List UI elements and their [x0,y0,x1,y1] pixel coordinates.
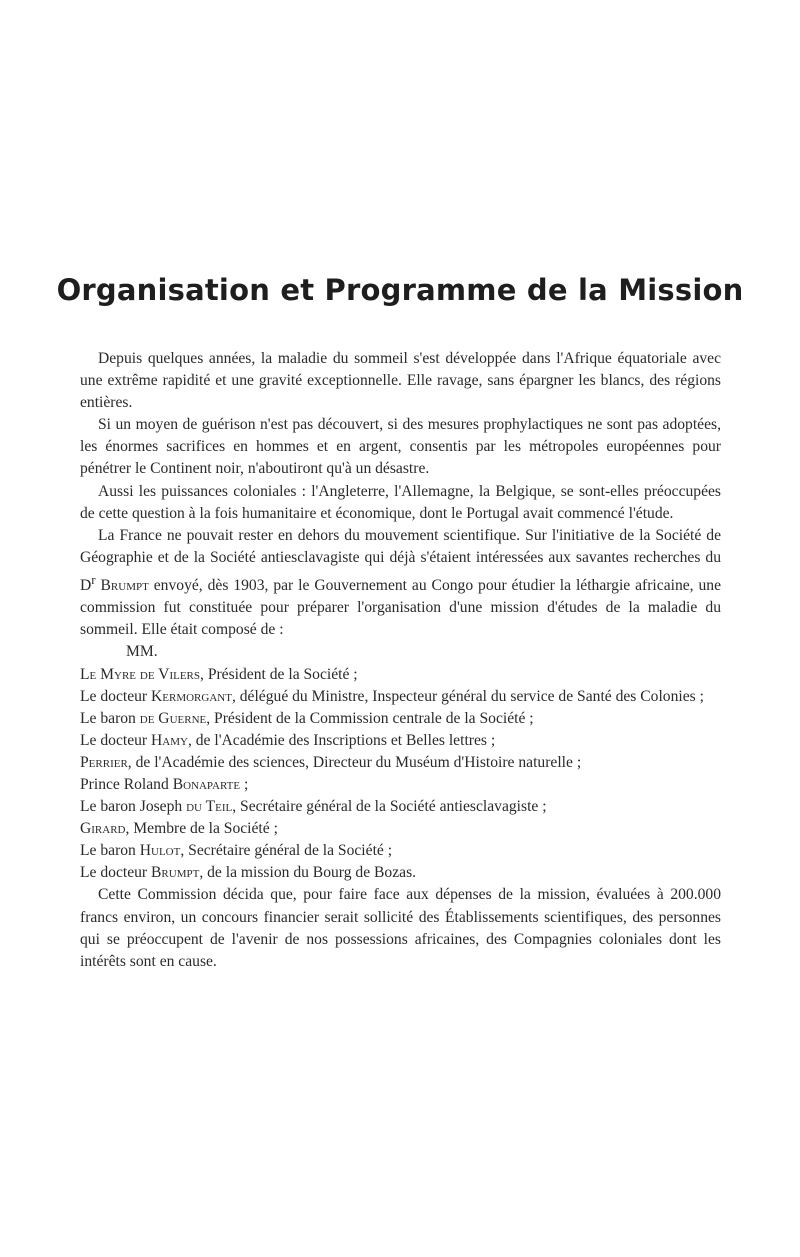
members-heading: MM. [126,643,158,661]
member-role: , délégué du Ministre, Inspecteur général du service de Santé des Colonies ; [231,687,704,705]
members-list [80,664,721,885]
member-prefix: Prince Roland [80,775,173,793]
member-item [80,708,721,730]
member-role: , Secrétaire général de la Société ; [180,842,393,860]
member-name: de Guerne [139,709,207,727]
member-item [80,840,721,862]
member-name: Hulot [139,842,181,860]
member-role: , Président de la Commission centrale de la Société ; [206,709,534,727]
member-prefix: Le baron Joseph [80,798,187,816]
doctor-abbrev-sup: r [91,571,96,587]
member-prefix: Le docteur [80,687,152,705]
member-prefix: Le docteur [80,864,152,882]
member-prefix: Le baron [80,842,140,860]
member-item [80,730,721,752]
member-name: Bonaparte [172,775,241,793]
member-name: Brumpt [151,864,200,882]
paragraph-1: Depuis quelques années, la maladie du sommeil s'est développée dans l'Afrique équatoriale avec une extrême rapidité et une gravité exceptionnelle. Elle ravage, sans épargner les blancs, des régions entières. [80,350,721,412]
paragraph-2: Si un moyen de guérison n'est pas découvert, si des mesures prophylactiques ne sont pas adoptées, les énormes sacrifices en hommes et en argent, consentis par les métropoles européennes pour pénétrer le Continent noir, n'aboutiront qu'à un désastre. [80,416,721,478]
member-item [80,818,721,840]
member-item [80,686,721,708]
member-role: ; [240,775,249,793]
member-item [80,752,721,774]
member-role: , Président de la Société ; [200,665,358,683]
person-name: Brumpt [100,577,149,595]
member-role: , Secrétaire général de la Société antiesclavagiste ; [232,798,547,816]
paragraph-4-text: La France ne pouvait rester en dehors du mouvement scientifique. Sur l'initiative de la Société de Géographie et de la Société antiesclavagiste qui déjà s'étaient intéressées aux savantes recherches du D [80,526,721,595]
paragraph-4 [80,525,721,642]
member-role: , de l'Académie des sciences, Directeur du Muséum d'Histoire naturelle ; [127,753,582,771]
member-role: , Membre de la Société ; [125,820,278,838]
page-title: Organisation et Programme de la Mission [56,273,744,307]
member-name: Kermorgant [151,687,232,705]
member-item [80,796,721,818]
member-name: Hamy [151,731,188,749]
member-prefix: Le baron [80,709,140,727]
member-item [80,664,721,686]
member-name: du Teil [186,798,233,816]
member-name: Le Myre de Vilers [80,665,201,683]
document-body [80,348,721,973]
member-name: Perrier [80,753,128,771]
member-item [80,862,721,884]
member-item [80,774,721,796]
closing-paragraph: Cette Commission décida que, pour faire face aux dépenses de la mission, évaluées à 200.000 francs environ, un concours financier serait sollicité des Établissements scientifiques, des personnes qui se préoccupent de l'avenir de nos possessions africaines, des Compagnies coloniales dont les intérêts sont en cause. [80,886,721,970]
member-role: , de l'Académie des Inscriptions et Belles lettres ; [187,731,496,749]
paragraph-4-text-cont: envoyé, dès 1903, par le Gouvernement au Congo pour étudier la léthargie africaine, une commission fut constituée pour préparer l'organisation d'une mission d'études de la maladie du sommeil. Elle était composé de : [80,577,721,639]
member-role: , de la mission du Bourg de Bozas. [199,864,417,882]
member-prefix: Le docteur [80,731,152,749]
member-name: Girard [80,820,126,838]
paragraph-3: Aussi les puissances coloniales : l'Angleterre, l'Allemagne, la Belgique, se sont-elles préoccupées de cette question à la fois humanitaire et économique, dont le Portugal avait commencé l'étude. [80,482,721,522]
